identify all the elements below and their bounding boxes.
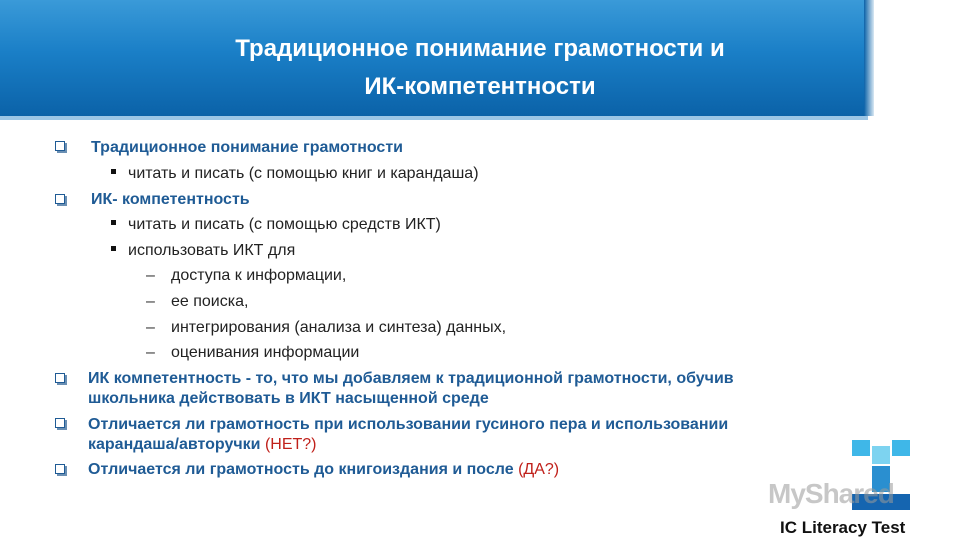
dash-bullet-icon: – [146,267,155,284]
sub-use-ict: использовать ИКТ для [128,242,296,259]
checkbox-bullet-icon [55,464,65,474]
bullet-traditional: Традиционное понимание грамотности [91,139,403,156]
checkbox-bullet-icon [55,141,65,151]
checkbox-bullet-icon [55,194,65,204]
sub-sub-search: ее поиска, [171,293,249,310]
bullet-quill-line1: Отличается ли грамотность при использовании гусиного пера и использовании [88,416,729,433]
sub-read-write-ict: читать и писать (с помощью средств ИКТ) [128,216,441,233]
title-line-1: Традиционное понимание грамотности и [235,35,725,62]
square-bullet-icon [111,220,116,225]
square-bullet-icon [111,169,116,174]
dash-bullet-icon: – [146,293,155,310]
watermark: MyShared [768,478,894,509]
title-line-2: ИК-компетентности [364,73,596,100]
sub-read-write-books: читать и писать (с помощью книг и карандаша) [128,165,479,182]
bullet-ik-definition-line2: школьника действовать в ИКТ насыщенной среде [88,390,489,407]
bullet-ik-competence: ИК- компетентность [91,191,250,208]
slide-title [0,30,960,106]
bullet-quill-text: карандаша/авторучки [88,436,261,453]
square-bullet-icon [111,246,116,251]
footer-label: IC Literacy Test [780,518,906,537]
sub-sub-evaluation: оценивания информации [171,344,360,361]
bullet-printing [88,460,559,480]
bullet-ik-definition-line1: ИК компетентность - то, что мы добавляем к традиционной грамотности, обучив [88,370,734,387]
checkbox-bullet-icon [55,418,65,428]
bullet-quill-line2 [88,435,317,455]
sub-sub-integration: интегрирования (анализа и синтеза) данных, [171,319,507,336]
answer-no: (НЕТ?) [264,436,317,453]
sub-sub-access: доступа к информации, [171,267,347,284]
bullet-printing-text: Отличается ли грамотность до книгоиздания и после [88,461,514,478]
dash-bullet-icon: – [146,344,155,361]
checkbox-bullet-icon [55,373,65,383]
answer-yes: (ДА?) [518,461,560,478]
dash-bullet-icon: – [146,319,155,336]
